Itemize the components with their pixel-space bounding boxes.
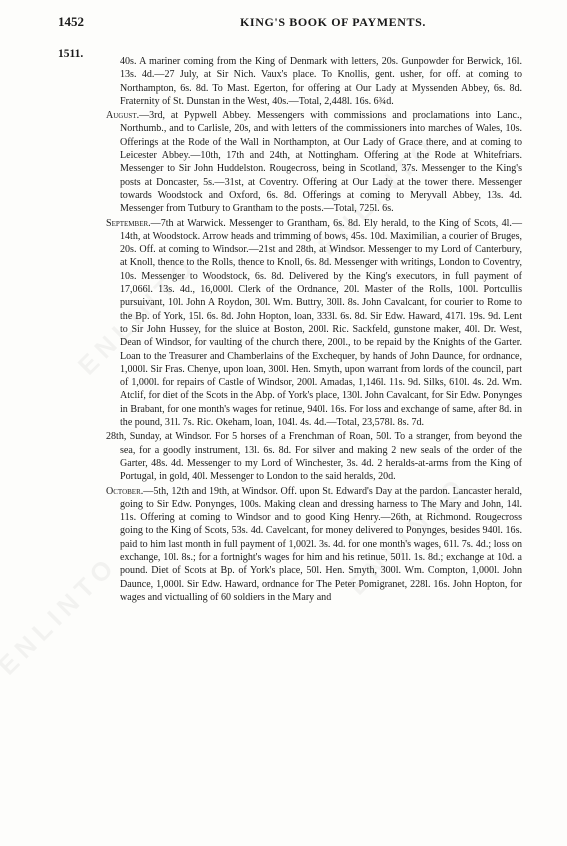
entry-october (106, 485, 522, 605)
page-header (58, 14, 528, 36)
entry-text: —3rd, at Pypwell Abbey. Messengers with commissions and proclamations into Lanc., Northumb., and to Carlisle, 20s, and with letters of the commissioners into marches of Wales, 10s. Offerings at the Rode of the Wall in Northampton, at Our Lady of Grace there, and at coming to Leicester Abbey.—10th, 17th and 24th, at Nottingham. Offering at the Rode at Whitefriars. Messenger to Sir John Huddelston. Rougecross, being in Scotland, 37s. Messenger to the King's posts at Doncaster, 5s.—31st, at Coventry. Offering at Our Lady at the tower there. Messenger towards Woodstock and Oxford, 6s. 8d. Offerings at coming to Meryvall Abbey, 13s. 4d. Messenger from Tutbury to Grantham to the posts.—Total, 725l. 6s. (120, 110, 522, 215)
running-head: KING'S BOOK OF PAYMENTS. (240, 15, 426, 29)
entry-text: 28th, Sunday, at Windsor. For 5 horses of a Frenchman of Roan, 50l. To a stranger, from beyond the sea, for a goodly instrument, 13l. 6s. 8d. For silver and making 2 new seals of the order of the Garter, 48s. 4d. Messenger to my Lord of Winchester, 3s. 4d. 2 heralds-at-arms from the King of Portugal, in gold, 40l. Messenger to London to the said heralds, 20d. (106, 431, 522, 483)
entry-text: —5th, 12th and 19th, at Windsor. Off. upon St. Edward's Day at the pardon. Lancaster herald, going to Sir Edw. Ponynges, 100s. Making clean and dressing harness to The Mary and John, 14l. 11s. Offering at coming to Windsor and to good King Henry.—26th, at Richmond. Rougecross going to the King of Scots, 53s. 4d. Cavelcant, for money delivered to Ponynges, besides 940l. 16s. paid to him last month in full payment of 1,002l. 3s. 4d. for one month's wages, 61l. 7s. 4d.; loss on exchange, 10l. 8s.; for a fortnight's wages for him and his retinue, 501l. 1s. 8d.; exchange at 10d. a pound. Diet of Scots at Bp. of York's place, 50l. Hen. Smyth, 300l. Wm. Compton, 1,000l. John Daunce, 1,000l. Sir Edw. Haward, ordnance for The Peter Pomigranet, 228l. 16s. John Hopton, for wages and victualling of 60 soldiers in the Mary and (120, 485, 522, 603)
entry-lead: August. (106, 110, 140, 122)
entry-lead: October. (106, 485, 144, 497)
year-label: 1511. (58, 48, 84, 60)
page-number: 1452 (58, 14, 84, 29)
entry-august (106, 109, 522, 215)
entry-lead: September. (106, 217, 151, 229)
entry-text: —7th at Warwick. Messenger to Grantham, 6s. 8d. Ely herald, to the King of Scots, 4l.—14th, at Woodstock. Arrow heads and trimming of bows, 45s. 10d. Maximilian, a courier of Bruges, 20s. Off. at coming to Windsor.—21st and 28th, at Windsor. Messenger to my Lord of Canterbury, at Knoll, thence to the Rolls, thence to Knoll, 6s. 8d. Messenger with writings, London to Coventry, 10s. Messenger to Woodstock, 6s. 8d. Delivered by the King's executors, in full payment of 17,066l. 13s. 4d., 16,000l. Clerk of the Ordnance, 20l. Master of the Rolls, 100l. Portcullis pursuivant, 10l. John A Roydon, 30l. Wm. Buttry, 30ll. 8s. John Cavalcant, for courier to Rome to the Bp. of York, 15l. 6s. 8d. John Hopton, loan, 333l. 6s. 8d. Sir Edw. Haward, 417l. 19s. 9d. Lent to Sir John Hussey, for the sluice at Boston, 200l. Ric. Sackfeld, gunstone maker, 40l. Dr. West, Dean of Windsor, for vaulting of the church there, 200l., to be repaid by the Knights of the Garter. Loan to the Treasurer and Chamberlains of the Exchequer, by hands of John Daunce, for ordnance, 1,000l. Sir Fras. Chenye, upon loan, 300l. Hen. Smyth, upon warrant from lords of the council, part of 1,000l. for repairs of Castle of Windsor, 200l. Amadas, 1,146l. 11s. 9d. Silks, 610l. 4s. 2d. Wm. Atclif, for diet of the Scots in the Abp. of York's place, 130l. John Cavalcant, for Sir Edw. Ponynges in Brabant, for one month's wages for retinue, 940l. 16s. For loss and exchange of same, after 8d. in the pound, 31l. 7s. Ric. Okeham, loan, 104l. 4s. 4d.—Total, 23,578l. 8s. 7d. (120, 217, 522, 429)
entry-continuation (106, 55, 522, 108)
entry-september (106, 217, 522, 430)
entry-text: 40s. A mariner coming from the King of Denmark with letters, 20s. Gunpowder for Berwick, 16l. 13s. 4d.—27 July, at Sir Nich. Vaux's place. To Knollis, gent. usher, for off. at coming to Northampton, 6s. 8d. To Mast. Egerton, for offering at Our Lady at Myssenden Abbey, 6s. 8d. Fraternity of St. Dunstan in the West, 40s.—Total, 2,448l. 16s. 6¾d. (120, 56, 522, 107)
document-body (106, 55, 522, 605)
entry-28th-sunday (106, 430, 522, 483)
